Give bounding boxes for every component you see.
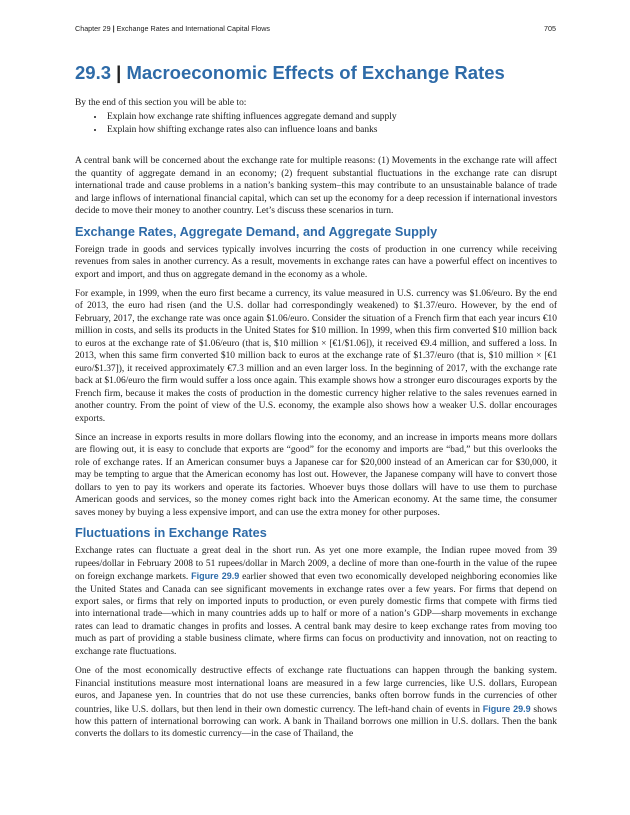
section-number: 29.3 <box>75 62 112 83</box>
intro-paragraph: A central bank will be concerned about the exchange rate for multiple reasons: (1) Movements in the exchange rate will affect the quantity of aggregate demand in an economy; (2) frequent substantial fluctuations in the exchange rate can disrupt international trade and cause problems in a nation’s banking system–this may contribute to an unsustainable balance of trade and large inflows of international financial capital, which can set up the economy for a deep recession if international investors decide to move their money to another country. Let’s discuss these scenarios in turn. <box>75 156 557 217</box>
chapter-header <box>75 24 270 33</box>
figure-link[interactable]: Figure 29.9 <box>482 703 531 714</box>
paragraph <box>75 665 557 741</box>
running-header <box>75 24 556 33</box>
section-title-text: Macroeconomic Effects of Exchange Rates <box>126 62 505 83</box>
objectives-intro: By the end of this section you will be able to: <box>75 98 247 108</box>
paragraph-text: earlier showed that even two economically developed neighboring economies like the United States and Canada can see significant movements in exchange rates over a few years. For firms that depend on export sales, or firms that rely on imported inputs to production, or even purely domestic firms that compete with firms tied into international trade—which in many countries adds up to half or more of a nation’s GDP—sharp movements in exchange rates can lead to dramatic changes in profits and losses. A central bank may desire to keep exchange rates from moving too much as part of providing a stable business climate, where firms can focus on productivity and innovation, not on reacting to exchange rate fluctuations. <box>75 572 557 657</box>
section-title <box>75 62 557 84</box>
chapter-label: Chapter 29 <box>75 24 111 33</box>
paragraph: Foreign trade in goods and services typically involves incurring the costs of production in one currency while receiving revenues from sales in another currency. As a result, movements in exchange rates can have a powerful effect on incentives to export and import, and thus on aggregate demand in the economy as a whole. <box>75 244 557 280</box>
section-separator: | <box>116 62 122 83</box>
paragraph-text: Exchange rates can fluctuate a great deal in the short run. As yet one more example, the Indian rupee moved from 39 rupees/dollar in February 2008 to 51 rupees/dollar in March 2009, a decline of more than one-fourth in the value of the rupee on foreign exchange markets. <box>75 546 557 583</box>
objective-item: • Explain how exchange rate shifting influences aggregate demand and supply <box>105 111 557 123</box>
paragraph: For example, in 1999, when the euro first became a currency, its value measured in U.S. currency was $1.06/euro. By the end of 2013, the euro had risen (and the U.S. dollar had correspondingly weakened) to $1.37/euro. However, by the end of February, 2017, the exchange rate was once again $1.06/euro. Consider the situation of a French firm that each year incurs €10 million in costs, and sells its products in the United States for $10 million. In 1999, when this firm converted $10 million back to euros at the exchange rate of $1.06/euro (that is, $10 million × [€1/$1.06]), it received €9.4 million, and suffered a loss. In 2013, when this same firm converted $10 million back to euros at the exchange rate of $1.37/euro (that is, $10 million × [€1 euro/$1.37]), it received approximately €7.3 million and an even larger loss. In the beginning of 2017, with the exchange rate back at $1.06/euro the firm would suffer a loss once again. This example shows how a stronger euro discourages exports by the French firm, because it makes the costs of production in the domestic currency higher relative to the sales revenues earned in another country. From the point of view of the U.S. economy, the example also shows how a weaker U.S. dollar encourages exports. <box>75 288 557 424</box>
paragraph-text: shows how this pattern of international borrowing can work. A bank in Thailand borrows one million in U.S. dollars. Then the bank converts the dollars to its domestic currency—in the case of Thailand, the <box>75 704 557 740</box>
header-separator: | <box>112 24 115 33</box>
paragraph <box>75 545 557 658</box>
paragraph-text: One of the most economically destructive effects of exchange rate fluctuations can happen through the banking system. Financial institutions measure most international loans are measured in a few large currencies, like U.S. dollars, European euros, and Japanese yen. In countries that do not use these currencies, banks often borrow funds in the currencies of other countries, like U.S. dollars, but then lend in their own domestic currency. The left-hand chain of events in <box>75 666 557 715</box>
paragraph: Since an increase in exports results in more dollars flowing into the economy, and an increase in imports means more dollars are flowing out, it is easy to conclude that exports are “good” for the economy and imports are “bad,” but this overlooks the role of exchange rates. If an American consumer buys a Japanese car for $20,000 instead of an American car for $30,000, it may be tempting to argue that the American economy has lost out. However, the Japanese company will have to convert those dollars to yen to pay its workers and operate its factories. Whoever buys those dollars will have to use them to purchase American goods and services, so the money comes right back into the American economy. At the same time, the consumer saves money by buying a less expensive import, and can use the extra money for other purposes. <box>75 432 557 518</box>
objectives-list <box>75 111 557 136</box>
chapter-title: Exchange Rates and International Capital Flows <box>116 24 271 33</box>
figure-link[interactable]: Figure 29.9 <box>191 571 240 582</box>
subsection-heading-aggregate: Exchange Rates, Aggregate Demand, and Aggregate Supply <box>75 224 438 239</box>
subsection-heading-fluctuations: Fluctuations in Exchange Rates <box>75 526 267 541</box>
main-content <box>75 62 557 748</box>
page-number: 705 <box>544 24 556 33</box>
objective-item: • Explain how shifting exchange rates also can influence loans and banks <box>105 124 557 136</box>
